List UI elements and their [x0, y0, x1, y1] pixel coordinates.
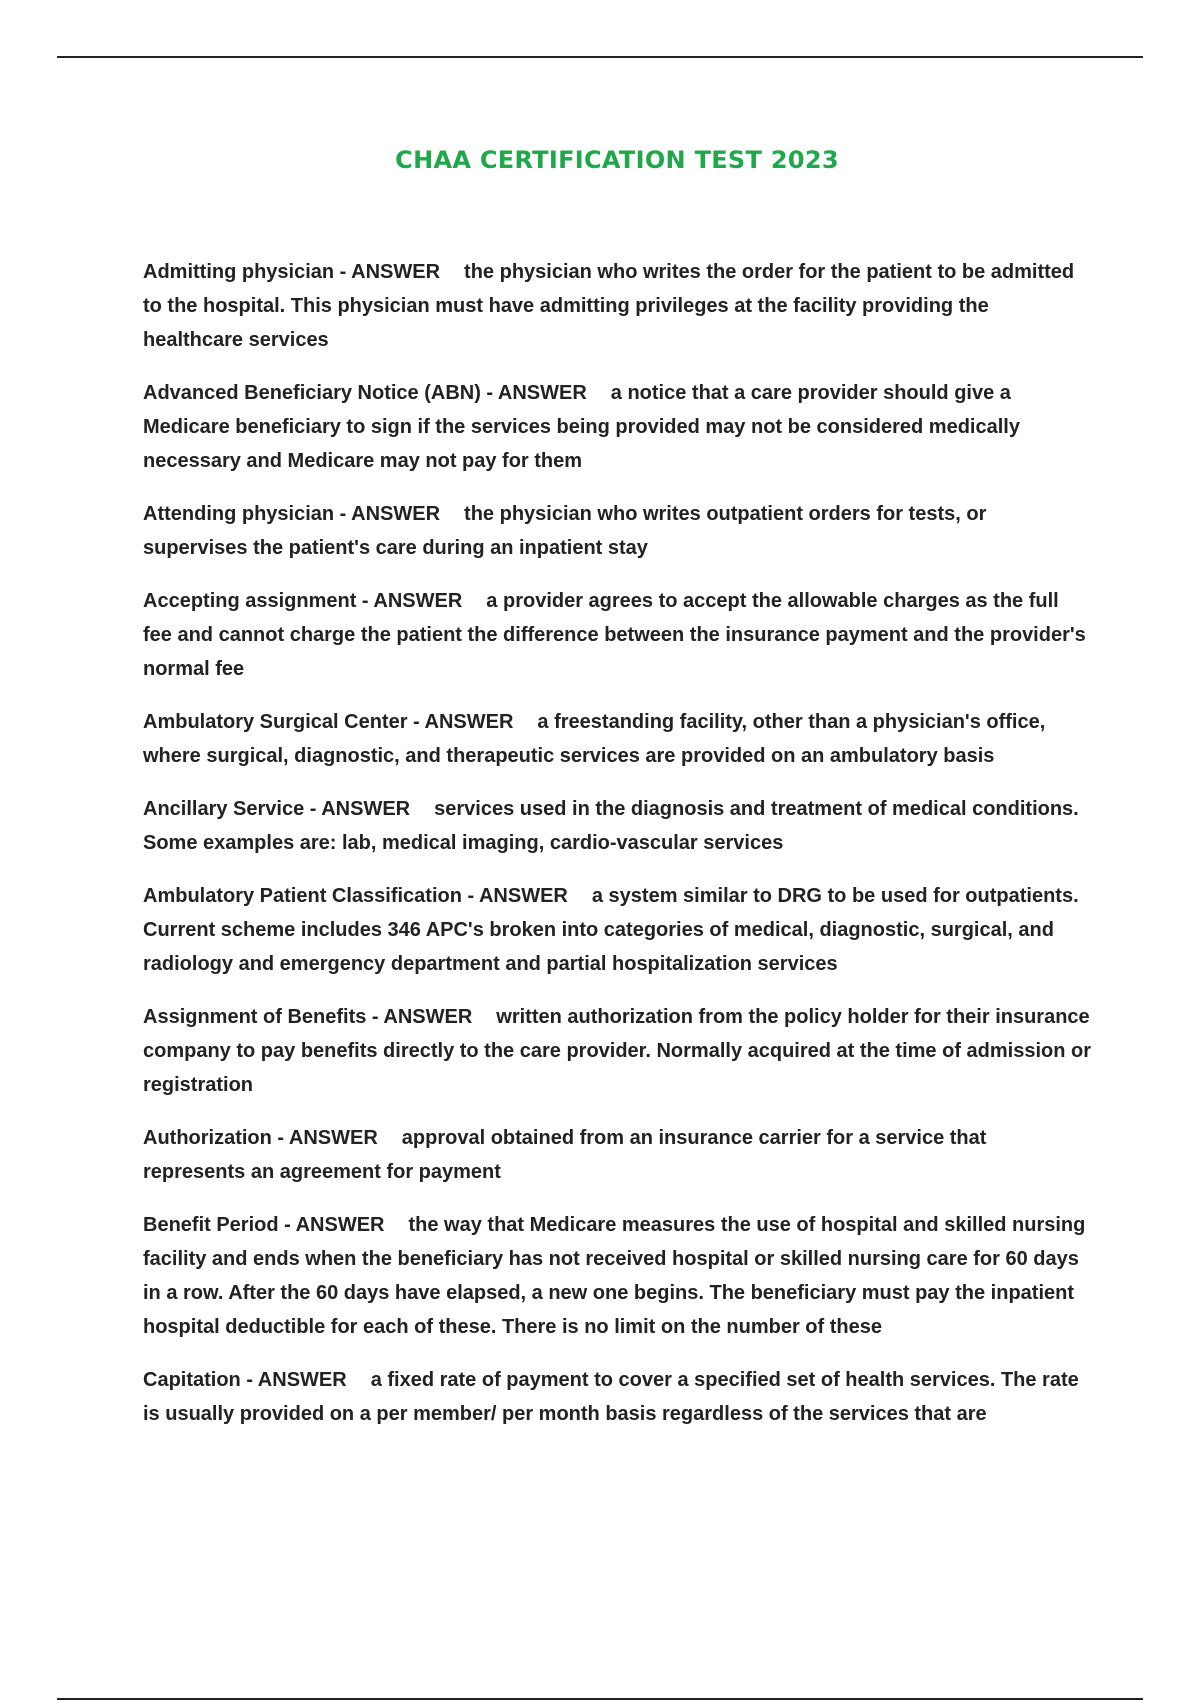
entry-definition: the physician who writes the order for the patient to be admitted to the hospital. This physician must have admitting privileges at the facility providing the healthcare services: [143, 261, 1075, 351]
entry-term: Benefit Period - ANSWER: [143, 1214, 385, 1236]
entry-term: Ambulatory Patient Classification - ANSWER: [143, 885, 568, 907]
entry-term: Capitation - ANSWER: [143, 1369, 347, 1391]
glossary-entry: [143, 255, 1093, 357]
glossary-list: [143, 255, 1093, 1450]
entry-term: Ambulatory Surgical Center - ANSWER: [143, 711, 514, 733]
glossary-entry: [143, 1208, 1093, 1344]
entry-term: Authorization - ANSWER: [143, 1127, 378, 1149]
entry-definition: written authorization from the policy holder for their insurance company to pay benefits directly to the care provider. Normally acquired at the time of admission or registration: [143, 1006, 1092, 1096]
glossary-entry: [143, 792, 1093, 860]
glossary-entry: [143, 705, 1093, 773]
entry-definition: a provider agrees to accept the allowable charges as the full fee and cannot charge the patient the difference between the insurance payment and the provider's normal fee: [143, 590, 1086, 680]
entry-definition: a freestanding facility, other than a physician's office, where surgical, diagnostic, and therapeutic services are provided on an ambulatory basis: [143, 711, 1046, 767]
entry-definition: the physician who writes outpatient orders for tests, or supervises the patient's care during an inpatient stay: [143, 503, 987, 559]
entry-definition: the way that Medicare measures the use of hospital and skilled nursing facility and ends when the beneficiary has not received hospital or skilled nursing care for 60 days in a row. After the 60 days have elapsed, a new one begins. The beneficiary must pay the inpatient hospital deductible for each of these. There is no limit on the number of these: [143, 1214, 1086, 1338]
glossary-entry: [143, 497, 1093, 565]
glossary-entry: [143, 376, 1093, 478]
glossary-entry: [143, 584, 1093, 686]
entry-term: Assignment of Benefits - ANSWER: [143, 1006, 473, 1028]
entry-definition: approval obtained from an insurance carrier for a service that represents an agreement for payment: [143, 1127, 987, 1183]
glossary-entry: [143, 1363, 1093, 1431]
top-rule: [57, 56, 1143, 58]
entry-term: Accepting assignment - ANSWER: [143, 590, 463, 612]
entry-term: Ancillary Service - ANSWER: [143, 798, 411, 820]
entry-definition: a system similar to DRG to be used for outpatients. Current scheme includes 346 APC's broken into categories of medical, diagnostic, surgical, and radiology and emergency department and partial hospitalization services: [143, 885, 1079, 975]
glossary-entry: [143, 879, 1093, 981]
entry-definition: a notice that a care provider should give a Medicare beneficiary to sign if the services being provided may not be considered medically necessary and Medicare may not pay for them: [143, 382, 1020, 472]
glossary-entry: [143, 1000, 1093, 1102]
entry-definition: services used in the diagnosis and treatment of medical conditions. Some examples are: lab, medical imaging, cardio-vascular services: [143, 798, 1079, 854]
entry-definition: a fixed rate of payment to cover a specified set of health services. The rate is usually provided on a per member/ per month basis regardless of the services that are: [143, 1369, 1079, 1425]
glossary-entry: [143, 1121, 1093, 1189]
entry-term: Advanced Beneficiary Notice (ABN) - ANSWER: [143, 382, 587, 404]
document-title: CHAA CERTIFICATION TEST 2023: [395, 146, 839, 174]
entry-term: Admitting physician - ANSWER: [143, 261, 441, 283]
entry-term: Attending physician - ANSWER: [143, 503, 441, 525]
